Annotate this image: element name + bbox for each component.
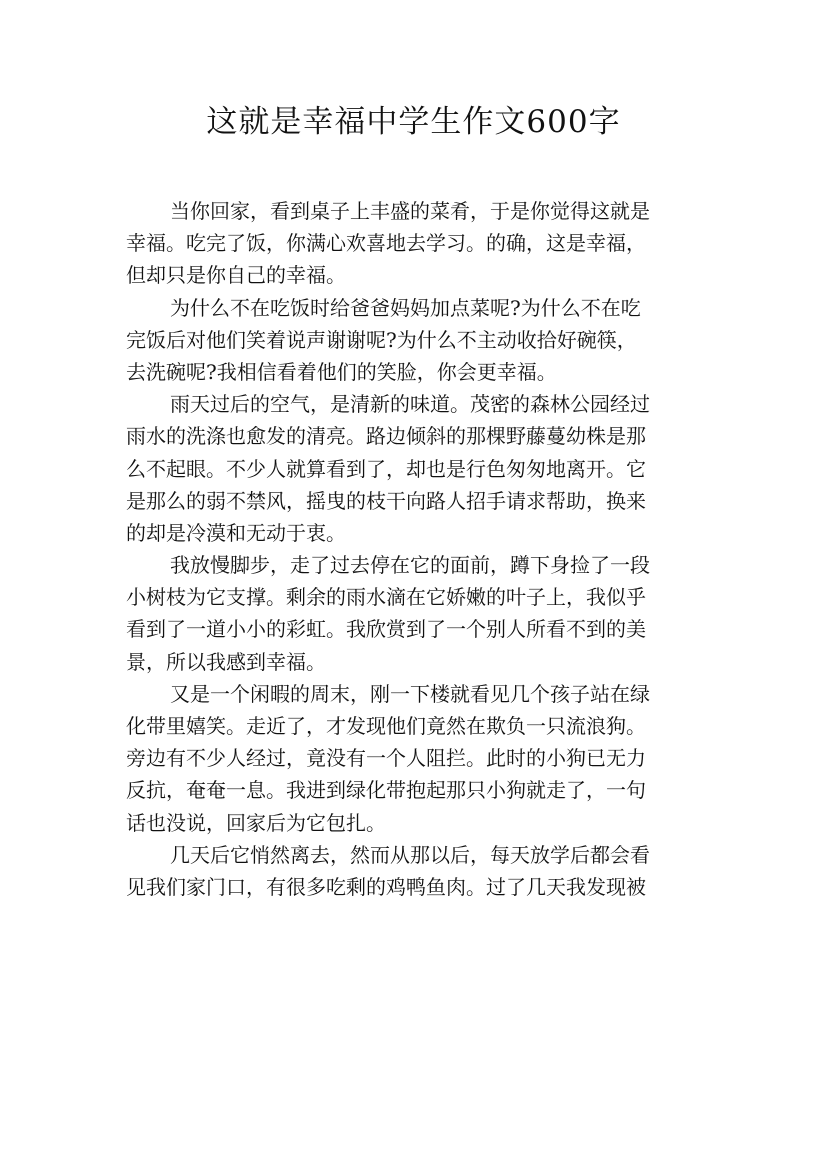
text-line: 几天后它悄然离去，然而从那以后，每天放学后都会看 (170, 842, 650, 867)
text-line: 雨天过后的空气，是清新的味道。茂密的森林公园经过 (170, 392, 650, 417)
text-line: 当你回家，看到桌子上丰盛的菜肴，于是你觉得这就是 (170, 199, 650, 223)
paragraph (126, 292, 706, 389)
paragraph (126, 388, 706, 549)
text-line: 我放慢脚步，走了过去停在它的面前，蹲下身捡了一段 (170, 553, 650, 578)
text-line: 见我们家门口，有很多吃剩的鸡鸭鱼肉。过了几天我发现被 (126, 874, 646, 899)
text-line: 幸福。吃完了饭，你满心欢喜地去学习。的确，这是幸福， (126, 231, 646, 256)
text-line: 么不起眼。不少人就算看到了，却也是行色匆匆地离开。它 (126, 456, 646, 481)
paragraph (126, 678, 706, 839)
text-line: 去洗碗呢?我相信看着他们的笑脸，你会更幸福。 (126, 359, 557, 384)
text-line: 是那么的弱不禁风，摇曳的枝干向路人招手请求帮助，换来 (126, 488, 646, 513)
paragraph (126, 195, 706, 292)
text-line: 景，所以我感到幸福。 (126, 649, 326, 674)
text-line: 反抗，奄奄一息。我进到绿化带抱起那只小狗就走了，一句 (126, 778, 646, 803)
paragraph (126, 549, 706, 678)
text-line: 小树枝为它支撑。剩余的雨水滴在它娇嫩的叶子上，我似乎 (126, 585, 646, 610)
text-line: 化带里嬉笑。走近了，才发现他们竟然在欺负一只流浪狗。 (126, 714, 646, 738)
page-title: 这就是幸福中学生作文600字 (206, 104, 621, 140)
essay-body (126, 195, 706, 903)
text-line: 看到了一道小小的彩虹。我欣赏到了一个别人所看不到的美 (126, 617, 646, 642)
text-line: 但却只是你自己的幸福。 (126, 263, 346, 288)
text-line: 雨水的洗涤也愈发的清亮。路边倾斜的那棵野藤蔓幼株是那 (126, 424, 646, 449)
paragraph (126, 839, 706, 903)
text-line: 话也没说，回家后为它包扎。 (126, 810, 386, 835)
text-line: 完饭后对他们笑着说声谢谢呢?为什么不主动收拾好碗筷， (126, 327, 637, 352)
text-line: 旁边有不少人经过，竟没有一个人阻拦。此时的小狗已无力 (126, 746, 646, 771)
text-line: 的却是冷漠和无动于衷。 (126, 520, 346, 545)
text-line: 为什么不在吃饭时给爸爸妈妈加点菜呢?为什么不在吃 (170, 295, 641, 320)
text-line: 又是一个闲暇的周末，刚一下楼就看见几个孩子站在绿 (170, 681, 650, 706)
